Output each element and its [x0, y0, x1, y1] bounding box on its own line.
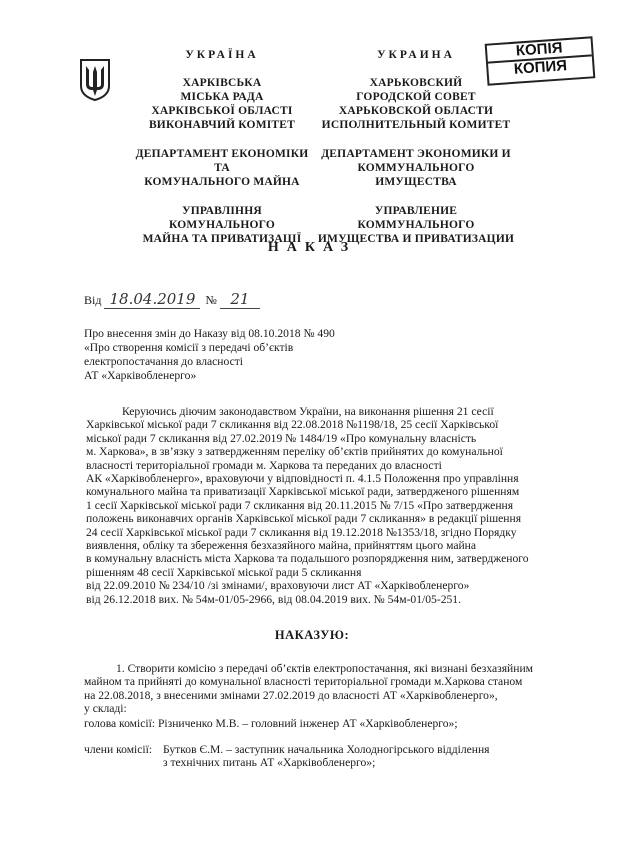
item1-line: у складі:: [84, 702, 127, 716]
header-right-council-4: ИСПОЛНИТЕЛЬНЫЙ КОМИТЕТ: [321, 119, 511, 131]
subject-line-4: АТ «Харківобленерго»: [84, 369, 197, 382]
handwritten-date: 18.04.2019: [104, 290, 200, 309]
preamble-line: міської ради 7 скликання від 27.02.2019 № 1484/19 «Про комунальну власність: [86, 431, 477, 445]
header-left-council-4: ВИКОНАВЧИЙ КОМІТЕТ: [148, 119, 296, 131]
preamble-line: м. Харкова», в зв’язку з затвердженням переліку об’єктів прийнятих до комунальної: [86, 445, 503, 459]
preamble-line: власності територіальної громади м. Харкова та переданих до власності: [86, 458, 442, 472]
date-prefix: Від: [84, 293, 102, 307]
preamble-line: 24 сесії Харківської міської ради 7 скликання від 19.12.2018 №1353/18, згідно Порядку: [86, 525, 517, 539]
copy-stamp-line-2: КОПИЯ: [513, 57, 568, 78]
preamble-line: Харківської міської ради 7 скликання від 22.08.2018 №1198/18, 25 сесії Харківської: [86, 418, 499, 432]
document-title: НАКАЗ: [267, 240, 357, 255]
order-item-1: [84, 662, 560, 716]
item1-line: майном та прийняті до комунальної власності територіальної громади м.Харкова станом: [84, 675, 523, 689]
header-left-council-1: ХАРКІВСЬКА: [182, 77, 262, 89]
handwritten-number: 21: [220, 290, 260, 309]
preamble: [86, 405, 561, 606]
item1-line: на 22.08.2018, з внесеними змінами 27.02.2019 до власності АТ «Харківобленерго»,: [84, 688, 498, 702]
subject-line-2: «Про створення комісії з передачі об’єктів: [84, 341, 294, 354]
subject-block: [84, 327, 335, 383]
preamble-line: 1 сесії Харківської міської ради 7 скликання від 20.11.2015 № 7/15 «Про затвердження: [86, 498, 514, 512]
preamble-line: комунального майна та приватизації Харківської міської ради, затвердженого рішенням: [86, 485, 520, 499]
member-line: Бутков Є.М. – заступник начальника Холодногірського відділення: [163, 743, 490, 756]
date-line: [84, 290, 260, 310]
header-left-country: УКРАЇНА: [185, 49, 259, 61]
order-heading: НАКАЗУЮ:: [274, 628, 350, 642]
header-left-directorate-1: УПРАВЛІННЯ КОМУНАЛЬНОГО: [169, 205, 275, 231]
header-left-department-2: КОМУНАЛЬНОГО МАЙНА: [144, 176, 300, 188]
header-left-council-2: МІСЬКА РАДА: [180, 91, 264, 103]
preamble-line: від 26.12.2018 вих. № 54м-01/05-2966, від 08.04.2019 вих. № 54м-01/05-251.: [86, 592, 461, 606]
subject-line-1: Про внесення змін до Наказу від 08.10.2018 № 490: [84, 327, 335, 340]
preamble-line: від 22.09.2010 № 234/10 /зі змінами/, враховуючи лист АТ «Харківобленерго»: [86, 579, 470, 593]
header-left-department-1: ДЕПАРТАМЕНТ ЕКОНОМІКИ ТА: [135, 148, 309, 174]
header-right-directorate-2: ИМУЩЕСТВА И ПРИВАТИЗАЦИИ: [317, 233, 515, 245]
header-right-council-3: ХАРЬКОВСКОЙ ОБЛАСТИ: [338, 105, 494, 117]
header-right-council-1: ХАРЬКОВСКИЙ: [369, 77, 463, 89]
copy-stamp-line-1: КОПІЯ: [487, 38, 592, 63]
number-label: №: [205, 293, 217, 307]
preamble-line: Керуючись діючим законодавством України, на виконання рішення 21 сесії: [122, 405, 494, 418]
header-left-council-3: ХАРКІВСЬКОЇ ОБЛАСТІ: [151, 105, 293, 117]
preamble-line: рішенням 48 сесії Харківської міської ради 5 скликання: [86, 565, 362, 579]
commission-members: [163, 743, 490, 770]
coat-of-arms-icon: [78, 58, 112, 102]
header-right-department-1: ДЕПАРТАМЕНТ ЭКОНОМИКИ И: [321, 148, 511, 160]
header-right-directorate-1: УПРАВЛЕНИЕ КОММУНАЛЬНОГО: [357, 205, 475, 231]
header-right-department-2: КОММУНАЛЬНОГО ИМУЩЕСТВА: [357, 162, 475, 188]
header-right-country: УКРАИНА: [377, 49, 455, 61]
header-left-directorate-2: МАЙНА ТА ПРИВАТИЗАЦІЇ: [142, 233, 302, 245]
header-right-council-2: ГОРОДСКОЙ СОВЕТ: [356, 91, 476, 103]
preamble-line: АК «Харківобленерго», враховуючи у відповідності п. 4.1.5 Положення про управління: [86, 472, 519, 486]
commission-members-label: члени комісії:: [84, 743, 153, 756]
subject-line-3: електропостачання до власності: [84, 355, 244, 368]
copy-stamp: [485, 36, 596, 85]
member-line: з технічних питань АТ «Харківобленерго»;: [163, 756, 376, 770]
commission-chair: голова комісії: Різниченко М.В. – головний інженер АТ «Харківобленерго»;: [84, 717, 458, 730]
preamble-line: положень виконавчих органів Харківської міської ради 7 скликання» в редакції рішення: [86, 512, 522, 526]
preamble-line: в комунальну власність міста Харкова та подальшого розпорядження ним, затвердженого: [86, 552, 529, 566]
item1-line: 1. Створити комісію з передачі об’єктів електропостачання, які визнані безхазяйним: [116, 662, 534, 675]
preamble-line: виявлення, обліку та збереження безхазяйного майна, прийняттям цього майна: [86, 539, 477, 553]
